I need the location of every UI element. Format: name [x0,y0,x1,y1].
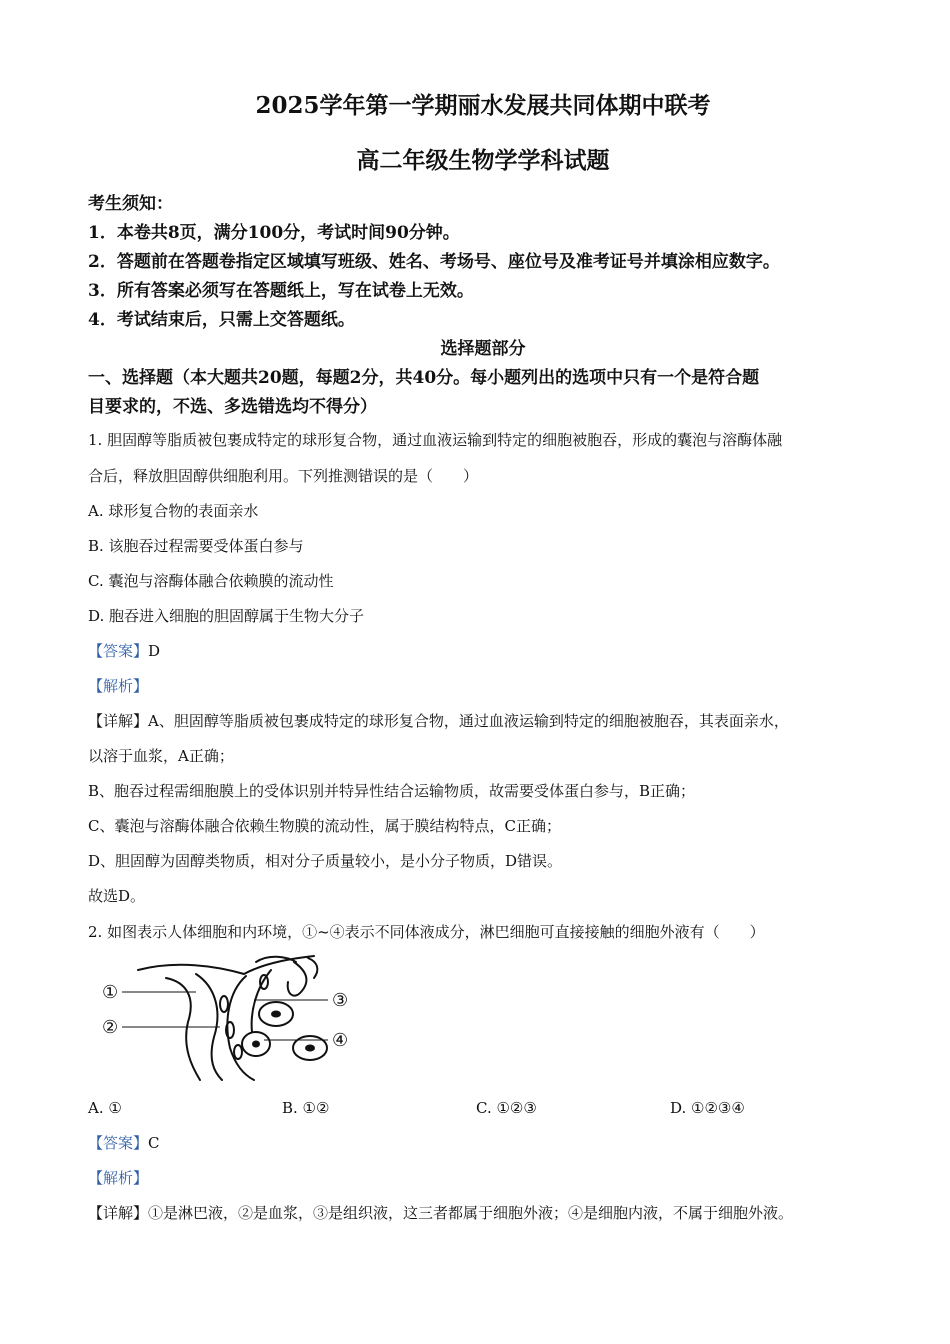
answer-value: D [148,642,161,660]
section-heading: 选择题部分 [440,339,526,359]
part-title-line1: 一、选择题（本大题共20题，每题2分，共40分。每小题列出的选项中只有一个是符合题 [88,368,760,388]
q2-stem: 2. 如图表示人体细胞和内环境，①~④表示不同体液成分，淋巴细胞可直接接触的细胞外液有（ ） [88,923,765,941]
diagram-svg [96,952,366,1082]
tissue-curve [256,957,296,962]
q1-detail-line2: 以溶于血浆，A正确； [88,747,234,765]
q1-option-a: A. 球形复合物的表面亲水 [88,502,259,520]
q1-detail-line1 [88,704,878,739]
q1-stem-line1: 1. 胆固醇等脂质被包裹成特定的球形复合物，通过血液运输到特定的细胞被胞吞，形成的囊泡与溶酶体融 [88,431,783,449]
capillary-wall-left [227,976,254,1080]
exam-subtitle: 高二年级生物学学科试题 [356,147,610,174]
diagram-label-1: ① [102,982,119,1003]
exam-title: 2025学年第一学期丽水发展共同体期中联考 [255,92,711,119]
question-1 [88,422,878,914]
q1-detail-line: 故选D。 [88,887,146,905]
q1-option-b: B. 该胞吞过程需要受体蛋白参与 [88,537,304,555]
question-2 [88,914,878,1231]
diagram-label-2: ② [102,1017,119,1038]
cell-nucleus [252,1041,260,1048]
answer-value: C [148,1134,160,1152]
analysis-tag: 【解析】 [88,1169,149,1187]
blood-cell [234,1045,242,1059]
blood-cell [220,996,228,1012]
detail-tag: 【详解】 [88,1204,149,1222]
q2-option-a: A. ① [88,1099,122,1117]
diagram-label-3: ③ [332,990,349,1011]
q1-detail-line: D、胆固醇为固醇类物质，相对分子质量较小，是小分子物质，D错误。 [88,852,563,870]
q1-stem-line2: 合后，释放胆固醇供细胞利用。下列推测错误的是（ ） [88,467,479,485]
part-title-line2: 目要求的，不选、多选错选均不得分） [88,397,377,417]
exam-page [88,88,878,1231]
q1-option-d: D. 胞吞进入细胞的胆固醇属于生物大分子 [88,607,365,625]
cell-outline-top [288,962,307,996]
notice-item: 2．答题前在答题卷指定区域填写班级、姓名、考场号、座位号及准考证号并填涂相应数字。 [88,252,780,272]
detail-text: ①是淋巴液，②是血浆，③是组织液，这三者都属于细胞外液；④是细胞内液，不属于细胞外液。 [148,1204,794,1222]
q1-option-c: C. 囊泡与溶酶体融合依赖膜的流动性 [88,572,334,590]
diagram-label-4: ④ [332,1030,349,1051]
analysis-tag: 【解析】 [88,677,149,695]
notice-item: 1．本卷共8页，满分100分，考试时间90分钟。 [88,223,460,243]
q1-detail-line: B、胞吞过程需细胞膜上的受体识别并特异性结合运输物质，故需要受体蛋白参与，B正确； [88,782,696,800]
notice-heading: 考生须知： [88,194,173,214]
blood-cell [260,975,268,989]
q1-detail-line: C、囊泡与溶酶体融合依赖生物膜的流动性，属于膜结构特点，C正确； [88,817,561,835]
detail-tag: 【详解】 [88,712,149,730]
notice-item: 3．所有答案必须写在答题纸上，写在试卷上无效。 [88,281,474,301]
cell-nucleus [271,1011,281,1018]
detail-text: A、胆固醇等脂质被包裹成特定的球形复合物，通过血液运输到特定的细胞被胞吞，其表面亲水， [148,712,789,730]
q2-detail [88,1196,878,1231]
q1-analysis [88,669,878,704]
notice-item: 4．考试结束后，只需上交答题纸。 [88,310,355,330]
body-fluid-diagram [88,950,878,1090]
tissue-curve-right [308,958,317,978]
answer-tag: 【答案】 [88,1134,149,1152]
q2-analysis [88,1161,878,1196]
q1-answer [88,634,878,669]
vessel-wall-left [166,978,200,1080]
q2-option-c: C. ①②③ [476,1099,537,1117]
cell-nucleus [305,1045,315,1052]
q2-options [88,1090,878,1126]
notice-block [88,190,878,335]
q2-answer [88,1126,878,1161]
answer-tag: 【答案】 [88,642,149,660]
q2-option-d: D. ①②③④ [670,1099,745,1117]
q2-option-b: B. ①② [282,1099,330,1117]
